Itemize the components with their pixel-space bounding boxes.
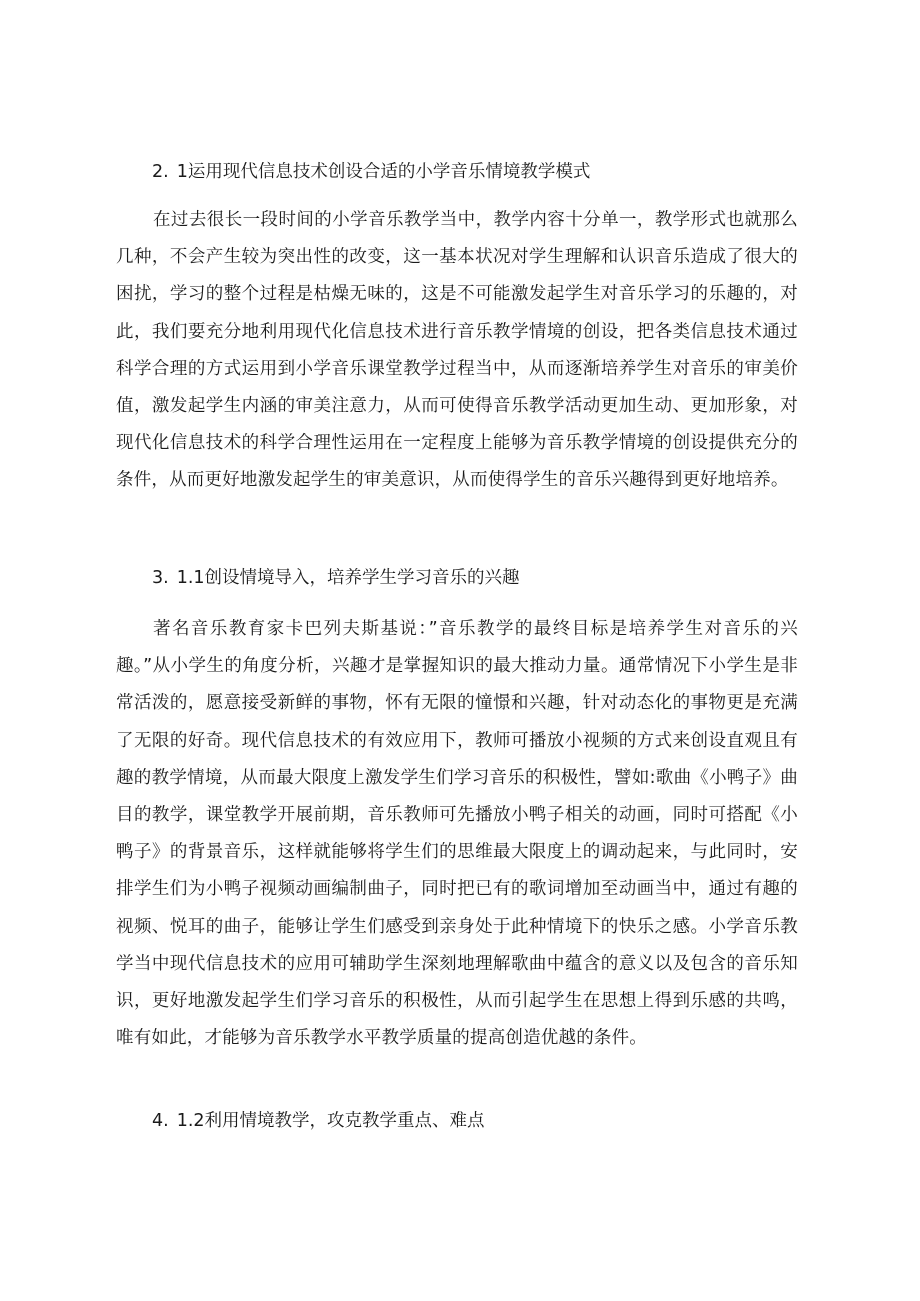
section-heading-1-2	[152, 1109, 792, 1133]
heading-number: 2.	[152, 162, 169, 182]
heading-text: 1运用现代信息技术创设合适的小学音乐情境教学模式	[176, 162, 591, 182]
heading-number: 4.	[152, 1111, 169, 1131]
heading-text: 1.1创设情境导入，培养学生学习音乐的兴趣	[176, 568, 520, 588]
paragraph-2-1: 在过去很长一段时间的小学音乐教学当中，教学内容十分单一，教学形式也就那么几种，不会产生较为突出性的改变，这一基本状况对学生理解和认识音乐造成了很大的困扰，学习的整个过程是枯燥无味的，这是不可能激发起学生对音乐学习的乐趣的，对此，我们要充分地利用现代化信息技术进行音乐教学情境的创设，把各类信息技术通过科学合理的方式运用到小学音乐课堂教学过程当中，从而逐渐培养学生对音乐的审美价值，激发起学生内涵的审美注意力，从而可使得音乐教学活动更加生动、更加形象，对现代化信息技术的科学合理性运用在一定程度上能够为音乐教学情境的创设提供充分的条件，从而更好地激发起学生的审美意识，从而使得学生的音乐兴趣得到更好地培养。	[116, 210, 798, 491]
section-heading-2-1	[152, 160, 792, 184]
heading-text: 1.2利用情境教学，攻克教学重点、难点	[176, 1111, 485, 1131]
heading-number: 3.	[152, 568, 169, 588]
section-heading-1-1	[152, 566, 792, 590]
paragraph-1-1: 著名音乐教育家卡巴列夫斯基说：”音乐教学的最终目标是培养学生对音乐的兴趣。”从小学生的角度分析，兴趣才是掌握知识的最大推动力量。通常情况下小学生是非常活泼的，愿意接受新鲜的事物，怀有无限的憧憬和兴趣，针对动态化的事物更是充满了无限的好奇。现代信息技术的有效应用下，教师可播放小视频的方式来创设直观且有趣的教学情境，从而最大限度上激发学生们学习音乐的积极性，譬如:歌曲《小鸭子》曲目的教学，课堂教学开展前期，音乐教师可先播放小鸭子相关的动画，同时可搭配《小鸭子》的背景音乐，这样就能够将学生们的思维最大限度上的调动起来，与此同时，安排学生们为小鸭子视频动画编制曲子，同时把已有的歌词增加至动画当中，通过有趣的视频、悦耳的曲子，能够让学生们感受到亲身处于此种情境下的快乐之感。小学音乐教学当中现代信息技术的应用可辅助学生深刻地理解歌曲中蕴含的意义以及包含的音乐知识，更好地激发起学生们学习音乐的积极性，从而引起学生在思想上得到乐感的共鸣，唯有如此，才能够为音乐教学水平教学质量的提高创造优越的条件。	[116, 619, 798, 1049]
